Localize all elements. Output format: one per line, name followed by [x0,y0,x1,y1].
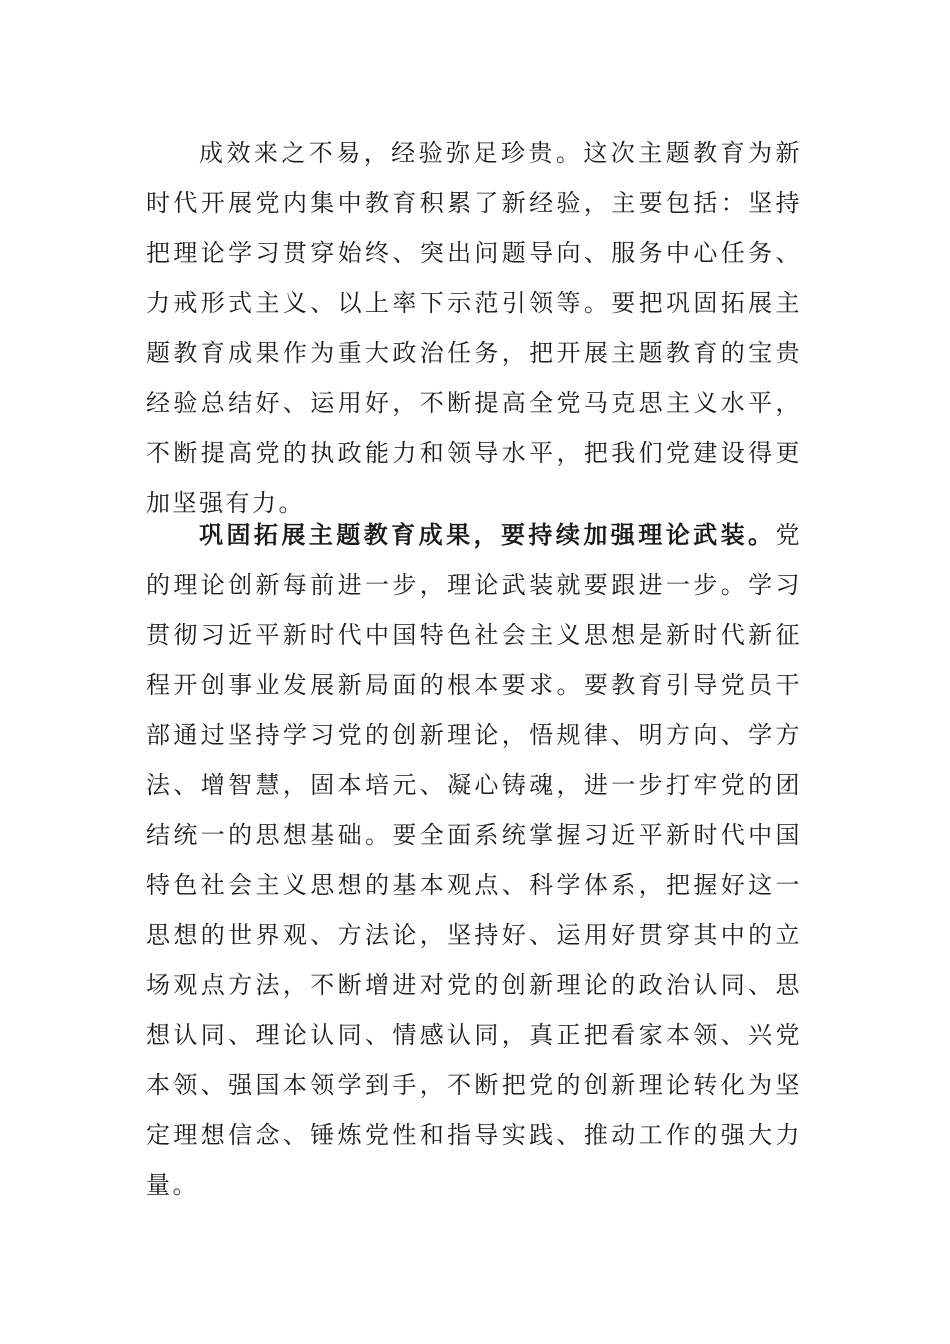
paragraph-1-block [146,128,802,528]
paragraph-2 [146,510,802,1210]
paragraph-2-block [146,510,802,1210]
paragraph-2-lead-sentence: 巩固拓展主题教育成果，要持续加强理论武装。 [199,520,776,549]
paragraph-2-text: 党的理论创新每前进一步，理论武装就要跟进一步。学习贯彻习近平新时代中国特色社会主义思想是新时代新征程开创事业发展新局面的根本要求。要教育引导党员干部通过坚持学习党的创新理论，悟规律、明方向、学方法、增智慧，固本培元、凝心铸魂，进一步打牢党的团结统一的思想基础。要全面系统掌握习近平新时代中国特色社会主义思想的基本观点、科学体系，把握好这一思想的世界观、方法论，坚持好、运用好贯穿其中的立场观点方法，不断增进对党的创新理论的政治认同、思想认同、理论认同、情感认同，真正把看家本领、兴党本领、强国本领学到手，不断把党的创新理论转化为坚定理想信念、锤炼党性和指导实践、推动工作的强大力量。 [146,521,802,1199]
paragraph-1-text: 成效来之不易，经验弥足珍贵。这次主题教育为新时代开展党内集中教育积累了新经验，主要包括：坚持把理论学习贯穿始终、突出问题导向、服务中心任务、力戒形式主义、以上率下示范引领等。要把巩固拓展主题教育成果作为重大政治任务，把开展主题教育的宝贵经验总结好、运用好，不断提高全党马克思主义水平，不断提高党的执政能力和领导水平，把我们党建设得更加坚强有力。 [146,139,802,517]
paragraph-1 [146,128,802,528]
